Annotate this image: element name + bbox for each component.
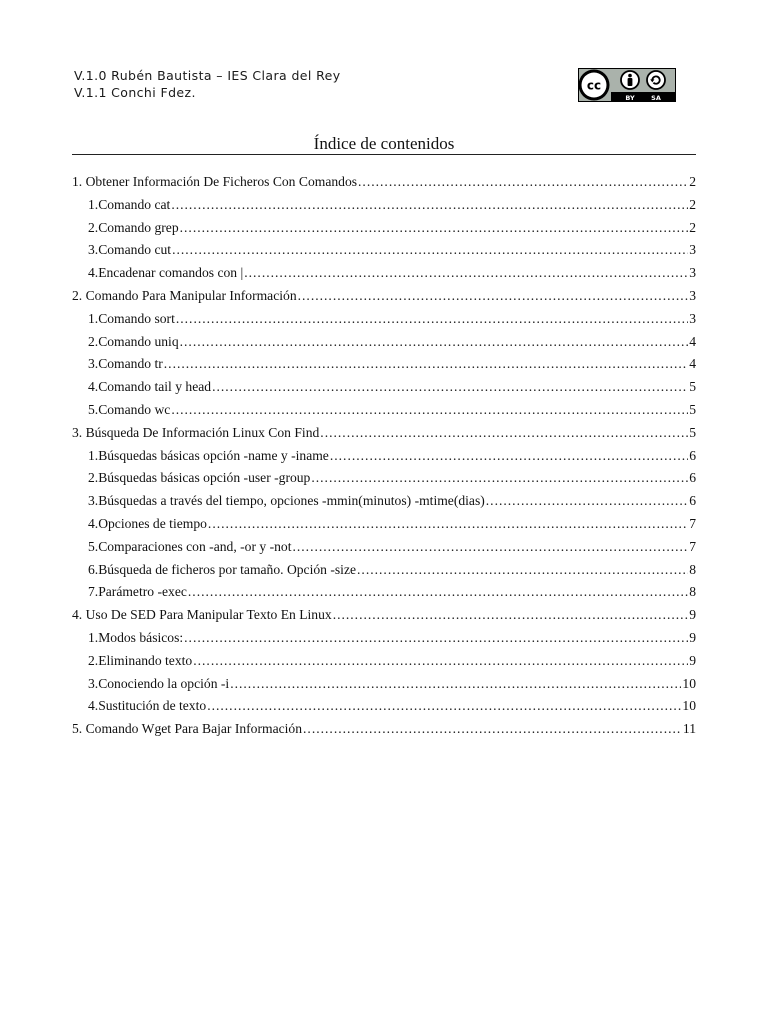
toc-entry-label: 3. Búsqueda De Información Linux Con Find xyxy=(72,424,320,440)
toc-subsection-entry[interactable] xyxy=(72,239,696,262)
toc-page-number: 3 xyxy=(689,265,696,281)
toc-dot-leader xyxy=(486,490,688,513)
toc-dot-leader xyxy=(176,308,688,331)
toc-entry-label: 5.Comparaciones con -and, -or y -not xyxy=(88,538,292,554)
toc-entry-label: 2.Eliminando texto xyxy=(88,652,193,668)
toc-entry-label: 3.Búsquedas a través del tiempo, opciones -mmin(minutos) -mtime(dias) xyxy=(88,493,485,509)
toc-page-number: 9 xyxy=(689,652,696,668)
toc-entry-label: 1.Comando cat xyxy=(88,196,171,212)
share-alike-icon xyxy=(647,71,665,89)
cc-by-sa-license-badge xyxy=(578,68,676,102)
toc-subsection-entry[interactable] xyxy=(72,490,696,513)
toc-entry-label: 4. Uso De SED Para Manipular Texto En Linux xyxy=(72,607,332,623)
toc-subsection-entry[interactable] xyxy=(72,262,696,285)
toc-dot-leader xyxy=(172,239,688,262)
toc-dot-leader xyxy=(330,445,688,468)
toc-entry-label: 4.Opciones de tiempo xyxy=(88,515,207,531)
toc-page-number: 3 xyxy=(689,242,696,258)
toc-subsection-entry[interactable] xyxy=(72,467,696,490)
toc-dot-leader xyxy=(333,604,689,627)
toc-dot-leader xyxy=(292,536,688,559)
toc-subsection-entry[interactable] xyxy=(72,217,696,240)
toc-page-number: 5 xyxy=(689,424,696,440)
toc-section-entry[interactable] xyxy=(72,171,696,194)
toc-dot-leader xyxy=(164,353,688,376)
toc-page-number: 5 xyxy=(689,379,696,395)
toc-entry-label: 4.Comando tail y head xyxy=(88,379,212,395)
toc-page-number: 9 xyxy=(689,607,696,623)
toc-dot-leader xyxy=(207,695,681,718)
toc-subsection-entry[interactable] xyxy=(72,673,696,696)
toc-dot-leader xyxy=(303,718,682,741)
toc-subsection-entry[interactable] xyxy=(72,650,696,673)
toc-entry-label: 1.Comando sort xyxy=(88,310,175,326)
toc-page-number: 4 xyxy=(689,356,696,372)
toc-section-entry[interactable] xyxy=(72,718,696,741)
header-version-line-1: V.1.0 Rubén Bautista – IES Clara del Rey xyxy=(74,68,341,83)
toc-subsection-entry[interactable] xyxy=(72,308,696,331)
toc-dot-leader xyxy=(358,171,688,194)
table-of-contents xyxy=(72,171,696,741)
toc-subsection-entry[interactable] xyxy=(72,513,696,536)
toc-title: Índice de contenidos xyxy=(313,134,455,153)
toc-dot-leader xyxy=(298,285,689,308)
toc-section-entry[interactable] xyxy=(72,285,696,308)
toc-dot-leader xyxy=(357,559,688,582)
toc-subsection-entry[interactable] xyxy=(72,194,696,217)
toc-subsection-entry[interactable] xyxy=(72,376,696,399)
toc-page-number: 10 xyxy=(682,675,696,691)
toc-dot-leader xyxy=(311,467,688,490)
toc-entry-label: 1. Obtener Información De Ficheros Con Comandos xyxy=(72,174,358,189)
toc-dot-leader xyxy=(320,422,688,445)
toc-page-number: 7 xyxy=(689,538,696,554)
toc-subsection-entry[interactable] xyxy=(72,581,696,604)
toc-entry-label: 4.Encadenar comandos con | xyxy=(88,265,244,281)
toc-entry-label: 3.Conociendo la opción -i xyxy=(88,675,230,691)
toc-page-number: 3 xyxy=(689,310,696,326)
toc-dot-leader xyxy=(244,262,688,285)
toc-entry-label: 5.Comando wc xyxy=(88,401,171,417)
toc-entry-label: 2.Comando uniq xyxy=(88,333,179,349)
toc-subsection-entry[interactable] xyxy=(72,331,696,354)
toc-entry-label: 6.Búsqueda de ficheros por tamaño. Opción -size xyxy=(88,561,357,577)
toc-subsection-entry[interactable] xyxy=(72,627,696,650)
toc-dot-leader xyxy=(171,399,688,422)
toc-page-number: 6 xyxy=(689,470,696,486)
toc-subsection-entry[interactable] xyxy=(72,559,696,582)
toc-subsection-entry[interactable] xyxy=(72,399,696,422)
toc-page-number: 5 xyxy=(689,401,696,417)
cc-logo-text: cc xyxy=(586,78,602,93)
toc-page-number: 9 xyxy=(689,629,696,645)
toc-dot-leader xyxy=(193,650,688,673)
toc-page-number: 2 xyxy=(689,196,696,212)
toc-entry-label: 2. Comando Para Manipular Información xyxy=(72,287,297,303)
toc-page-number: 7 xyxy=(689,515,696,531)
toc-dot-leader xyxy=(212,376,688,399)
toc-entry-label: 5. Comando Wget Para Bajar Información xyxy=(72,721,303,737)
toc-section-entry[interactable] xyxy=(72,422,696,445)
toc-dot-leader xyxy=(208,513,688,536)
toc-dot-leader xyxy=(180,217,689,240)
toc-entry-label: 1.Modos básicos: xyxy=(88,629,184,645)
toc-page-number: 8 xyxy=(689,584,696,600)
toc-subsection-entry[interactable] xyxy=(72,353,696,376)
toc-entry-label: 1.Búsquedas básicas opción -name y -iname xyxy=(88,447,329,463)
toc-dot-leader xyxy=(171,194,688,217)
toc-dot-leader xyxy=(184,627,688,650)
toc-section-entry[interactable] xyxy=(72,604,696,627)
license-by-label: BY xyxy=(625,93,635,102)
toc-page-number: 8 xyxy=(689,561,696,577)
toc-entry-label: 3.Comando cut xyxy=(88,242,172,258)
toc-page-number: 11 xyxy=(682,721,696,737)
toc-entry-label: 2.Comando grep xyxy=(88,219,179,235)
toc-page-number: 4 xyxy=(689,333,696,349)
title-divider xyxy=(72,154,696,155)
toc-entry-label: 7.Parámetro -exec xyxy=(88,584,187,600)
toc-entry-label: 4.Sustitución de texto xyxy=(88,698,207,714)
toc-dot-leader xyxy=(230,673,681,696)
header-version-line-2: V.1.1 Conchi Fdez. xyxy=(74,85,196,100)
toc-entry-label: 2.Búsquedas básicas opción -user -group xyxy=(88,470,311,486)
toc-subsection-entry[interactable] xyxy=(72,536,696,559)
toc-dot-leader xyxy=(180,331,689,354)
license-sa-label: SA xyxy=(651,93,661,102)
toc-page-number: 3 xyxy=(689,287,696,303)
attribution-person-icon xyxy=(621,71,639,89)
toc-dot-leader xyxy=(188,581,688,604)
cc-logo-icon xyxy=(579,70,610,101)
document-header xyxy=(74,67,341,101)
toc-subsection-entry[interactable] xyxy=(72,445,696,468)
toc-page-number: 6 xyxy=(689,493,696,509)
toc-page-number: 6 xyxy=(689,447,696,463)
toc-page-number: 10 xyxy=(682,698,696,714)
toc-page-number: 2 xyxy=(689,174,696,189)
toc-subsection-entry[interactable] xyxy=(72,695,696,718)
toc-entry-label: 3.Comando tr xyxy=(88,356,163,372)
toc-page-number: 2 xyxy=(689,219,696,235)
